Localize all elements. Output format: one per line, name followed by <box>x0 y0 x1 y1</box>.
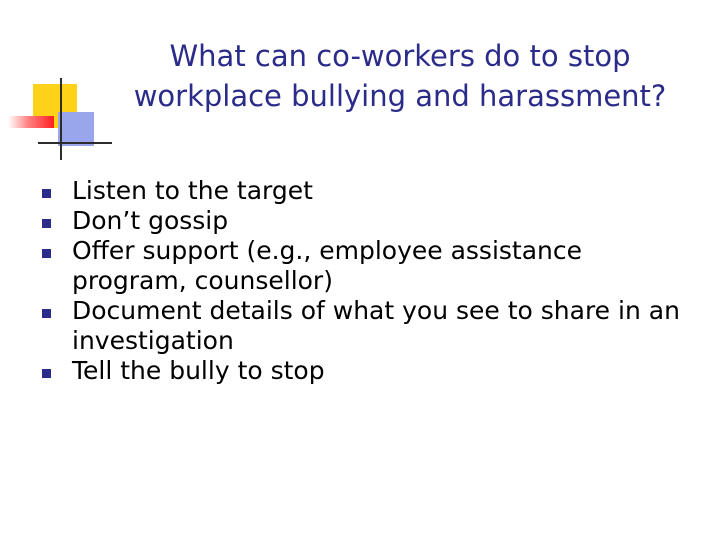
bullet-text: Don’t gossip <box>72 206 229 235</box>
bullet-item <box>40 236 700 296</box>
bullet-item <box>40 356 700 386</box>
square-bullet-icon <box>42 369 51 378</box>
bullet-text: Offer support (e.g., employee assistance program, counsellor) <box>72 236 583 295</box>
blue-square-icon <box>58 112 94 146</box>
horizontal-rule <box>38 142 112 144</box>
slide-title-line-1: What can co-workers do to stop <box>169 39 631 73</box>
square-bullet-icon <box>42 249 51 258</box>
bullet-item <box>40 296 700 356</box>
bullet-text: Tell the bully to stop <box>72 356 325 385</box>
square-bullet-icon <box>42 189 51 198</box>
bullet-list <box>40 176 700 386</box>
slide-title-line-2: workplace bullying and harassment? <box>133 79 667 113</box>
square-bullet-icon <box>42 309 51 318</box>
bullet-item <box>40 176 700 206</box>
bullet-text: Listen to the target <box>72 176 313 205</box>
slide-title <box>100 36 700 116</box>
bullet-text: Document details of what you see to share in an investigation <box>72 296 680 355</box>
vertical-rule <box>60 78 62 160</box>
square-bullet-icon <box>42 219 51 228</box>
bullet-item <box>40 206 700 236</box>
red-bar-icon <box>8 116 54 128</box>
